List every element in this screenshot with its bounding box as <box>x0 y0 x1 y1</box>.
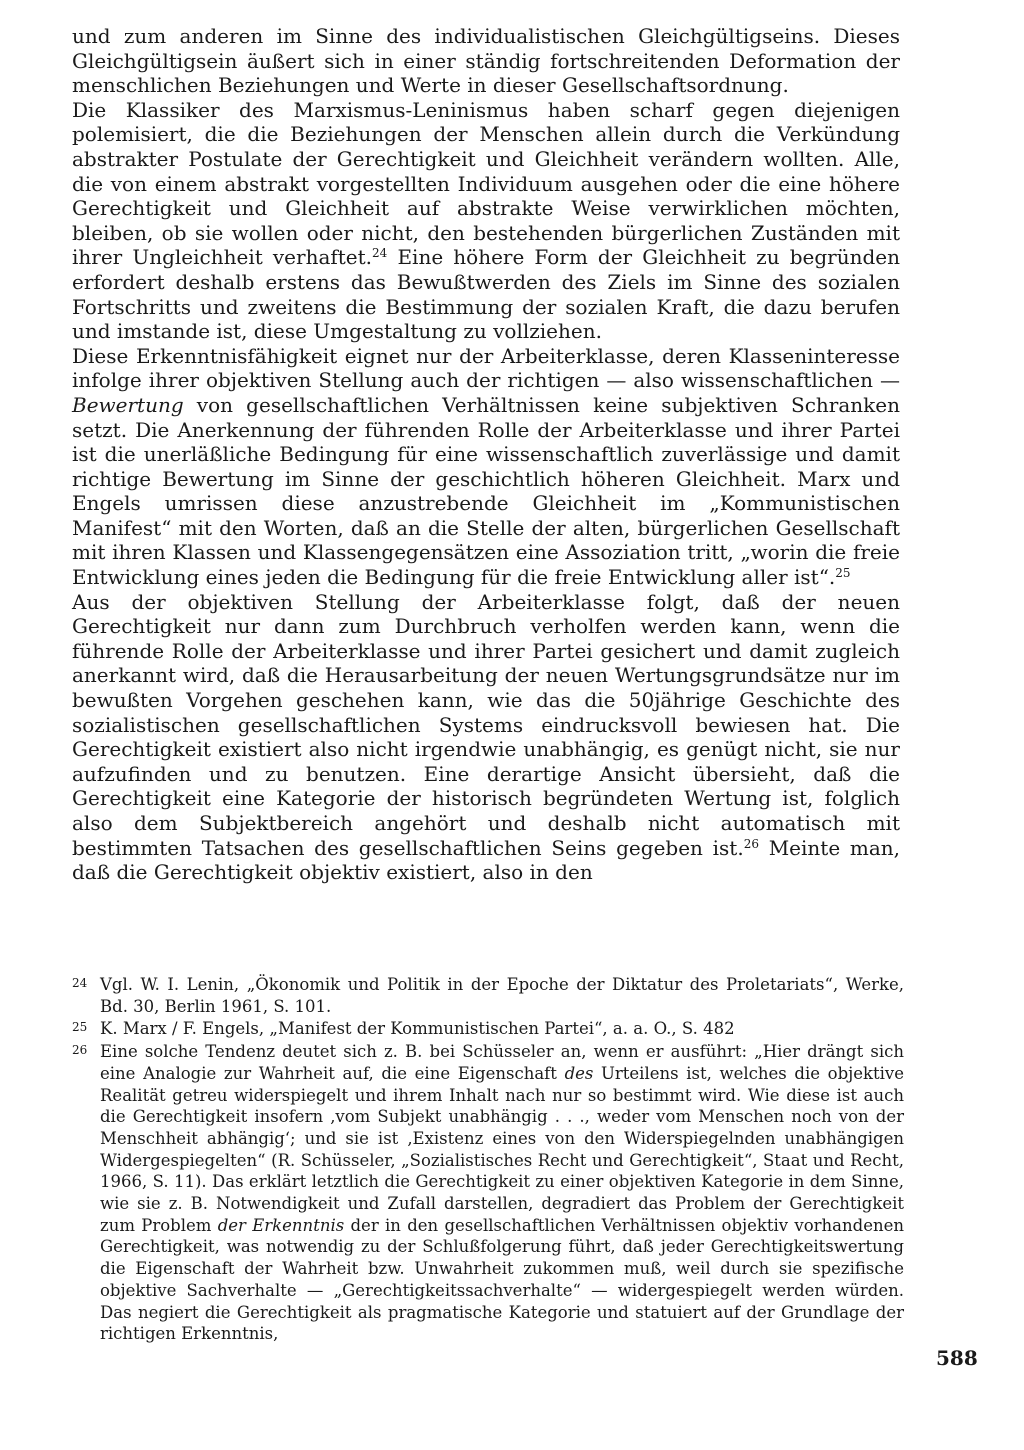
footnote-26 <box>72 1041 904 1345</box>
footnote-24 <box>72 974 904 1017</box>
paragraph-2-text: Die Klassiker des Marxismus-Leninismus haben scharf gegen diejenigen polemisiert, die die Beziehungen der Menschen allein durch die Verkündung abstrakter Postulate der Gerechtigkeit und Gleichheit verändern wollten. Alle, die von einem abstrakt vorgestellten Individuum ausgehen oder die eine höhere Gerechtigkeit und Gleichheit auf abstrakte Weise verwirklichen möchten, bleiben, ob sie wollen oder nicht, den bestehenden bürgerlichen Zuständen mit ihrer Ungleichheit verhaftet. <box>72 97 900 270</box>
footnote-26-emphasis-2: der Erkenntnis <box>217 1215 345 1235</box>
main-text <box>72 24 900 885</box>
paragraph-4-text-a: Aus der objektiven Stellung der Arbeiterklasse folgt, daß der neuen Gerechtigkeit nur dann zum Durchbruch verholfen werden kann, wenn die führende Rolle der Arbeiterklasse und ihrer Partei gesichert und damit zugleich anerkannt wird, daß die Herausarbeitung der neuen Wertungsgrundsätze nur im bewußten Vorgehen geschehen kann, wie das die 50jährige Geschichte des sozialistischen gesellschaftlichen Systems eindrucksvoll bewiesen hat. Die Gerechtigkeit existiert also nicht irgendwie unabhängig, es genügt nicht, sie nur aufzufinden und zu benutzen. Eine derartige Ansicht übersieht, daß die Gerechtigkeit eine Kategorie der historisch begründeten Wertung ist, folglich also dem Subjektbereich angehört und deshalb nicht automatisch mit bestimmten Tatsachen des gesellschaftlichen Seins gegeben ist. <box>72 589 900 860</box>
footnotes <box>72 974 904 1346</box>
footnote-ref-24[interactable]: 24 <box>372 246 388 261</box>
footnote-number: 25 <box>72 1020 88 1035</box>
footnote-ref-26[interactable]: 26 <box>743 836 759 851</box>
paragraph-3-text-a: Diese Erkenntnisfähigkeit eignet nur der Arbeiterklasse, deren Klasseninteresse infolge ihrer objektiven Stellung auch der richtigen — also wissenschaftlichen — <box>72 343 900 393</box>
paragraph-2-rest: Eine höhere Form der Gleichheit zu begründen erfordert deshalb erstens das Bewußtwerden des Ziels im Sinne des sozialen Fortschritts und zweitens die Bestimmung der sozialen Kraft, die dazu berufen und imstande ist, diese Umgestaltung zu vollziehen. <box>72 245 900 344</box>
footnote-26-text-b: Urteilens ist, welches die objektive Realität getreu widerspiegelt und ihrem Inhalt nach nur so bestimmt wird. Wie diese ist auch die Gerechtigkeit insofern ‚vom Subjekt unabhängig . . ., weder vom Menschen noch von der Menschheit abhängig‘; und sie ist ‚Existenz eines von den Widerspiegelnden unabhängigen Widergespiegelten“ (R. Schüsseler, „Sozialistisches Recht und Gerechtigkeit“, Staat und Recht, 1966, S. 11). Das erklärt letztlich die Gerechtigkeit zu einer objektiven Kategorie in dem Sinne, wie sie z. B. Notwendigkeit und Zufall darstellen, degradiert das Problem der Gerechtigkeit zum Problem <box>100 1063 905 1235</box>
paragraph-3-text-b: von gesellschaftlichen Verhältnissen keine subjektiven Schranken setzt. Die Anerkennung der führenden Rolle der Arbeiterklasse und ihrer Partei ist die unerläßliche Bedingung für eine wissenschaftlich zuverlässige und damit richtige Bewertung im Sinne der geschichtlich höheren Gleichheit. Marx und Engels umrissen diese anzustrebende Gleichheit im „Kommunistischen Manifest“ mit den Worten, daß an die Stelle der alten, bürgerlichen Gesellschaft mit ihren Klassen und Klassengegensätzen eine Assoziation tritt, „worin die freie Entwicklung eines jeden die Bedingung für die freie Entwicklung aller ist“. <box>72 392 900 590</box>
paragraph-1: und zum anderen im Sinne des individualistischen Gleichgültigseins. Dieses Gleichgültigsein äußert sich in einer ständig fortschreitenden Deformation der menschlichen Beziehungen und Werte in dieser Gesellschaftsordnung. <box>72 24 900 98</box>
footnote-ref-25[interactable]: 25 <box>835 566 851 581</box>
paragraph-4-text-b: Meinte man, daß die Gerechtigkeit objektiv existiert, also in den <box>72 835 901 885</box>
footnote-number: 24 <box>72 976 88 990</box>
paragraph-4 <box>72 590 900 885</box>
footnote-text: Vgl. W. I. Lenin, „Ökonomik und Politik in der Epoche der Diktatur des Proletariats“, Werke, Bd. 30, Berlin 1961, S. 101. <box>100 975 904 1016</box>
footnote-26-emphasis-1: des <box>564 1063 594 1083</box>
paragraph-3-emphasis: Bewertung <box>72 392 184 417</box>
footnote-26-text-c: der in den gesellschaftlichen Verhältnissen objektiv vorhandenen Gerechtigkeit, was notwendig zu der Schlußfolgerung führt, daß jeder Gerechtigkeitswertung die Eigenschaft der Wahrheit bzw. Unwahrheit zukommen muß, weil durch sie spezifische objektive Sachverhalte — „Gerechtigkeitssachverhalte“ — widergespiegelt werden würden. Das negiert die Gerechtigkeit als pragmatische Kategorie und statuiert auf der Grundlage der richtigen Erkenntnis, <box>100 1215 904 1344</box>
footnote-25 <box>72 1018 904 1040</box>
footnote-text <box>100 1041 904 1345</box>
footnote-text: K. Marx / F. Engels, „Manifest der Kommunistischen Partei“, a. a. O., S. 482 <box>100 1019 735 1039</box>
footnote-26-text-a: Eine solche Tendenz deutet sich z. B. bei Schüsseler an, wenn er ausführt: „Hier drängt sich eine Analogie zur Wahrheit auf, die eine Eigenschaft <box>100 1042 904 1083</box>
page-body <box>72 24 900 885</box>
footnote-number: 26 <box>72 1043 88 1058</box>
paragraph-2 <box>72 98 900 344</box>
paragraph-3 <box>72 344 900 590</box>
page-number: 588 <box>936 1346 978 1370</box>
